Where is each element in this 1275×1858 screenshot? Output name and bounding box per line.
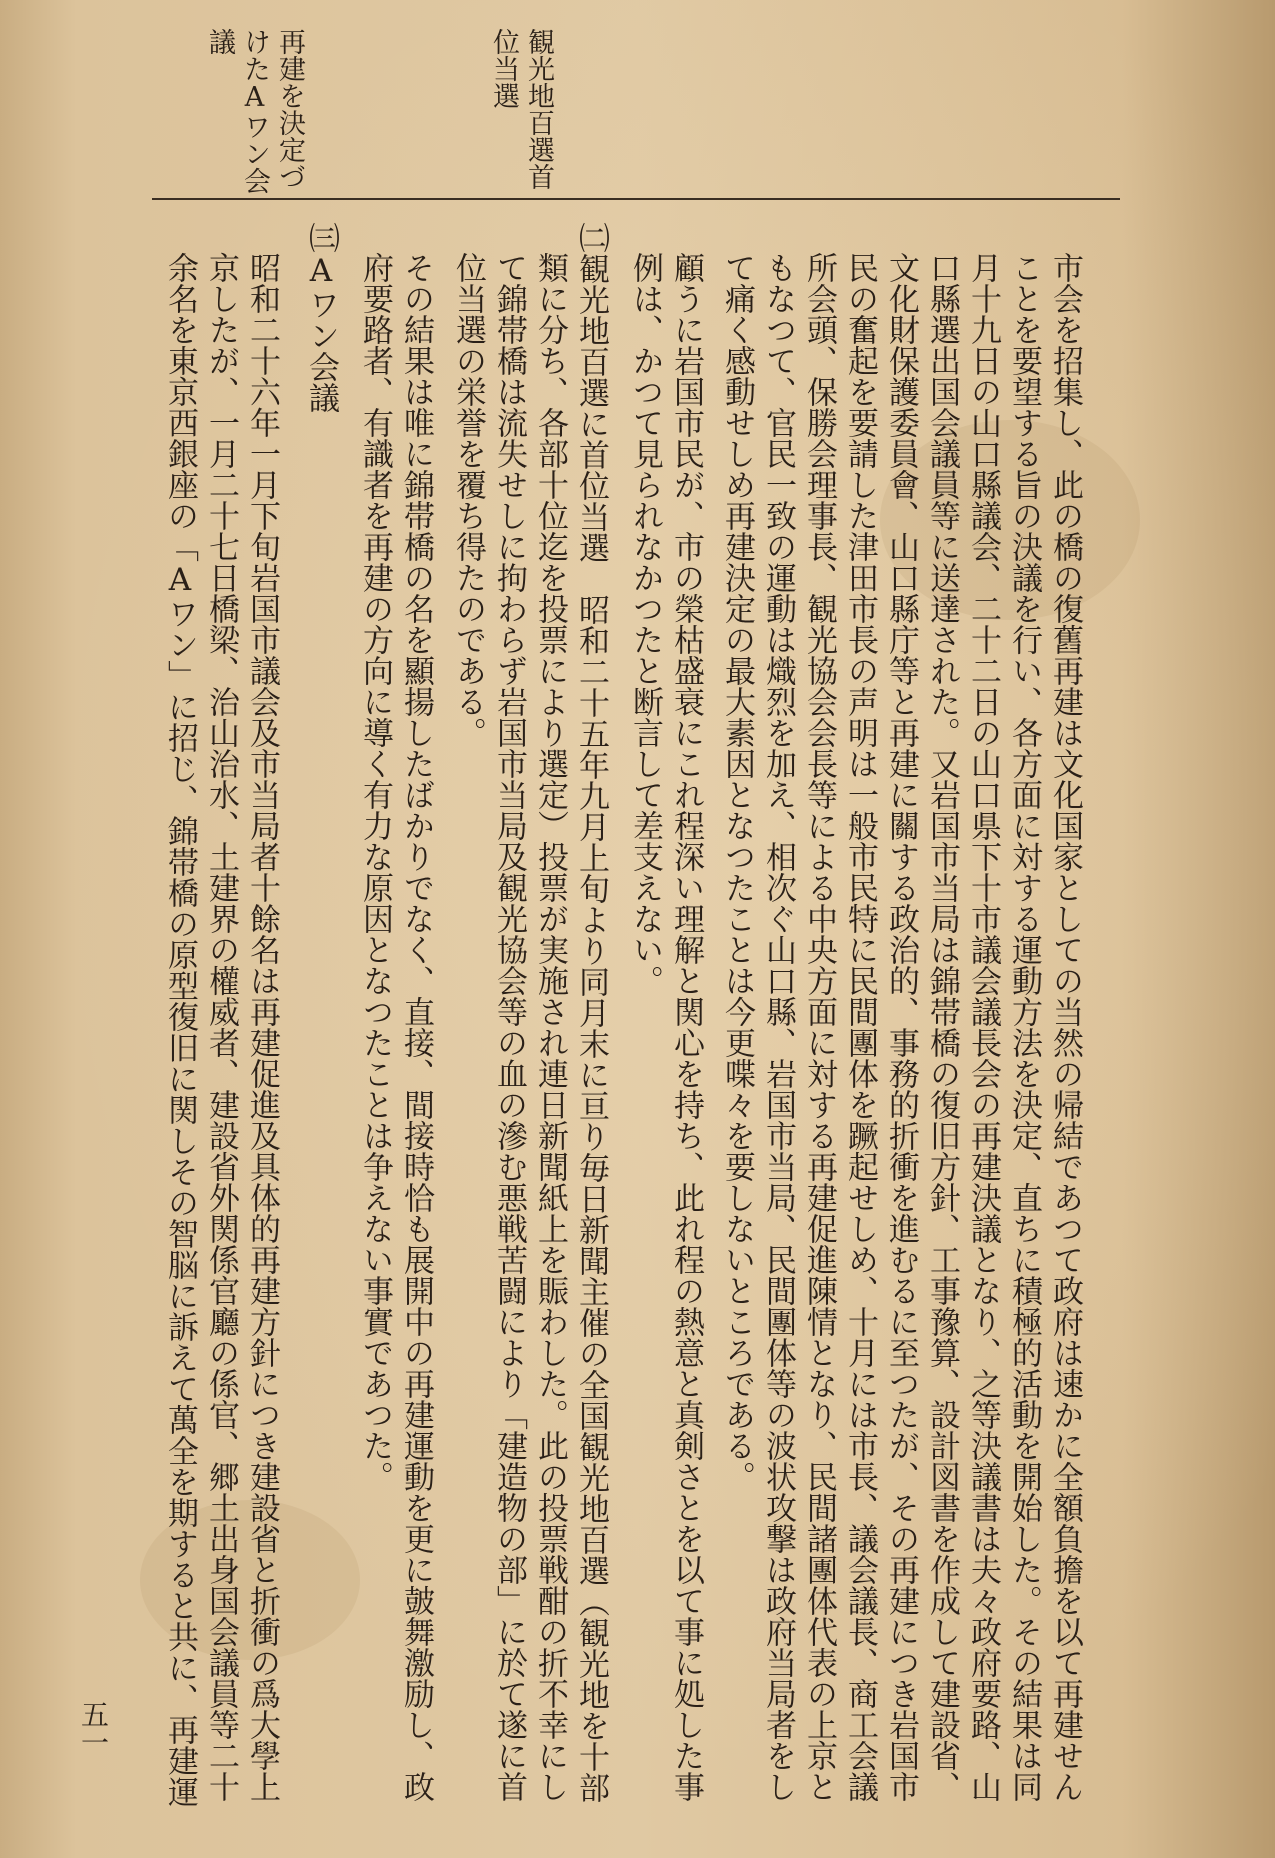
body-line: 文化財保護委員會、山口縣庁等と再建に關する政治的、事務的折衝を進むるに至つたが、その再建につき岩国市: [883, 252, 919, 1802]
heading-line: けたAワン会: [239, 28, 270, 194]
body-line: 所会頭、保勝会理事長、観光協会会長等による中央方面に対する再建促進陳情となり、民間諸團体代表の上京と: [801, 252, 837, 1802]
body-line: 位当選の栄誉を覆ち得たのである。: [450, 252, 486, 748]
body-line: ㈢Aワン会議: [303, 222, 339, 413]
body-line: 顧うに岩国市民が、市の榮枯盛衰にこれ程深い理解と関心を持ち、此れ程の熱意と真剣さとを以て事に処した事: [668, 252, 704, 1802]
body-line: 昭和二十六年一月下旬岩国市議会及市当局者十餘名は再建促進及具体的再建方針につき建設省と折衝の爲大學上: [244, 252, 280, 1802]
body-line: 例は、かつて見られなかつたと断言して差支えない。: [627, 252, 663, 996]
body-line: 府要路者、有識者を再建の方向に導く有力な原因となつたことは争えない事實であつた。: [357, 252, 393, 1492]
body-line: もなつて、官民一致の運動は熾烈を加え、相次ぐ山口縣、岩国市当局、民間團体等の波状攻撃は政府当局者をし: [760, 252, 796, 1802]
body-line: て錦帯橋は流失せしに拘わらず岩国市当局及観光協会等の血の滲む悪戦苦闘により「建造物の部」に於て遂に首: [491, 252, 527, 1802]
body-line: その結果は唯に錦帯橋の名を顯揚したばかりでなく、直接、間接時恰も展開中の再建運動を更に皷舞激励し、政: [398, 252, 434, 1802]
body-line: 口縣選出国会議員等に送達された。又岩国市当局は錦帯橋の復旧方針、工事豫算、設計図書を作成して建設省、: [924, 252, 960, 1802]
page-number: 五一: [77, 1700, 110, 1756]
body-line: 余名を東京西銀座の「Aワン」に招じ、錦帯橋の原型復旧に関しその智脳に訴えて萬全を期すると共に、再建運: [162, 252, 198, 1807]
body-line: ㈡観光地百選に首位当選 昭和二十五年九月上旬より同月末に亘り毎日新聞主催の全国観光地百選（観光地を十部: [573, 222, 609, 1803]
header-rule: [152, 198, 1120, 200]
body-line: 月十九日の山口縣議会、二十二日の山口県下十市議会議長会の再建決議となり、之等決議書は夫々政府要路、山: [965, 252, 1001, 1802]
heading-line: 再建を決定づ: [274, 28, 305, 190]
heading-line: 議: [204, 28, 235, 55]
heading-line: 観光地百選首: [523, 28, 554, 190]
body-line: 京したが、一月二十七日橋梁、治山治水、土建界の權威者、建設省外関係官廳の係官、郷土出身国会議員等二十: [203, 252, 239, 1802]
heading-line: 位当選: [488, 28, 519, 109]
body-line: 市会を招集し、此の橋の復舊再建は文化国家としての当然の帰結であつて政府は速かに全額負擔を以て再建せん: [1047, 252, 1083, 1802]
body-line: ことを要望する旨の決議を行い、各方面に対する運動方法を決定、直ちに積極的活動を開始した。その結果は同: [1006, 252, 1042, 1802]
body-line: て痛く感動せしめ再建決定の最大素因となつたことは今更喋々を要しないところである。: [719, 252, 755, 1492]
body-line: 民の奮起を要請した津田市長の声明は一般市民特に民間團体を蹶起せしめ、十月には市長、議会議長、商工会議: [842, 252, 878, 1802]
body-line: 類に分ち、各部十位迄を投票により選定）投票が実施され連日新聞紙上を賑わした。此の投票戦酣の折不幸にし: [532, 252, 568, 1802]
